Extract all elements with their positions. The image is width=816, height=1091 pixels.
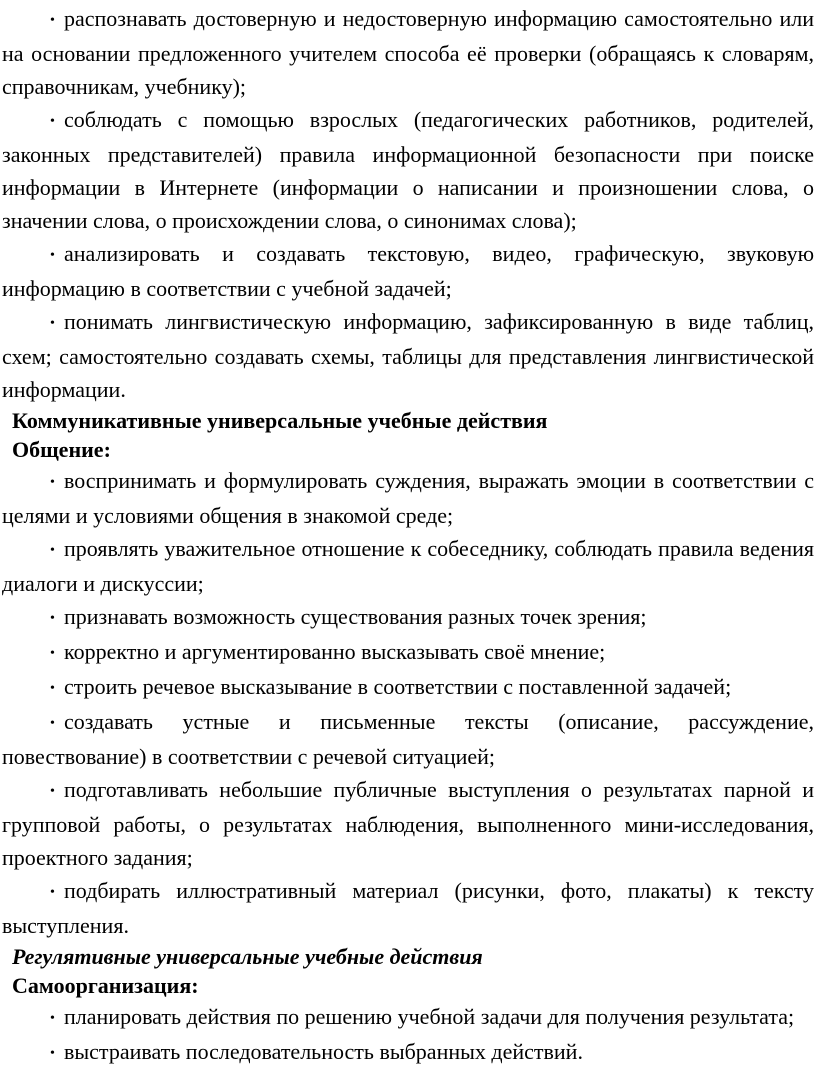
list-item-text: анализировать и создавать текстовую, видео, графическую, звуковую информацию в соответствии с учебной задачей; bbox=[2, 241, 814, 301]
list-item bbox=[2, 237, 814, 305]
list-item-text: распознавать достоверную и недостоверную информацию самостоятельно или на основании предложенного учителем способа её проверки (обращаясь к словарям, справочникам, учебнику); bbox=[2, 6, 814, 99]
list-item bbox=[2, 532, 814, 600]
bullet-icon: • bbox=[50, 248, 55, 263]
list-item-text: воспринимать и формулировать суждения, выражать эмоции в соответствии с целями и условиями общения в знакомой среде; bbox=[2, 468, 814, 528]
bullet-icon: • bbox=[50, 681, 55, 696]
bullet-icon: • bbox=[50, 784, 55, 799]
bullet-icon: • bbox=[50, 114, 55, 129]
bullet-icon: • bbox=[50, 1046, 55, 1061]
list-item-text: строить речевое высказывание в соответствии с поставленной задачей; bbox=[64, 674, 732, 699]
list-item bbox=[2, 705, 814, 773]
list-item bbox=[2, 103, 814, 237]
bullet-icon: • bbox=[50, 1011, 55, 1026]
list-item-text: подготавливать небольшие публичные выступления о результатах парной и групповой работы, о результатах наблюдения, выполненного мини-исследования, проектного задания; bbox=[2, 777, 814, 870]
document-page bbox=[0, 2, 816, 1091]
list-item bbox=[2, 874, 814, 942]
list-item bbox=[2, 635, 814, 670]
list-item bbox=[2, 305, 814, 406]
bullet-icon: • bbox=[50, 316, 55, 331]
bullet-icon: • bbox=[50, 611, 55, 626]
list-item-text: подбирать иллюстративный материал (рисунки, фото, плакаты) к тексту выступления. bbox=[2, 878, 814, 938]
bullet-icon: • bbox=[50, 475, 55, 490]
list-item bbox=[2, 600, 814, 635]
list-item-text: планировать действия по решению учебной задачи для получения результата; bbox=[64, 1004, 795, 1029]
list-item bbox=[2, 1000, 814, 1035]
section-heading-communicative: Коммуникативные универсальные учебные действия bbox=[12, 408, 548, 433]
bullet-icon: • bbox=[50, 543, 55, 558]
list-item-text: соблюдать с помощью взрослых (педагогических работников, родителей, законных представителей) правила информационной безопасности при поиске информации в Интернете (информации о написании и произношении слова, о значении слова, о происхождении слова, о синонимах слова); bbox=[2, 107, 814, 233]
subsection-heading-communication: Общение: bbox=[12, 437, 111, 462]
list-item bbox=[2, 773, 814, 874]
list-item-text: проявлять уважительное отношение к собеседнику, соблюдать правила ведения диалоги и дискуссии; bbox=[2, 536, 814, 596]
subsection-heading-self-organization: Самоорганизация: bbox=[12, 973, 199, 998]
bullet-icon: • bbox=[50, 716, 55, 731]
list-item bbox=[2, 670, 814, 705]
list-item bbox=[2, 464, 814, 532]
list-item-text: понимать лингвистическую информацию, зафиксированную в виде таблиц, схем; самостоятельно создавать схемы, таблицы для представления лингвистической информации. bbox=[2, 309, 814, 402]
list-item-text: выстраивать последовательность выбранных действий. bbox=[64, 1039, 583, 1064]
list-item-text: создавать устные и письменные тексты (описание, рассуждение, повествование) в соответствии с речевой ситуацией; bbox=[2, 709, 814, 769]
bullet-icon: • bbox=[50, 885, 55, 900]
bullet-icon: • bbox=[50, 646, 55, 661]
list-item bbox=[2, 2, 814, 103]
bullet-icon: • bbox=[50, 13, 55, 28]
list-item-text: признавать возможность существования разных точек зрения; bbox=[64, 604, 647, 629]
list-item bbox=[2, 1035, 814, 1070]
list-item-text: корректно и аргументированно высказывать своё мнение; bbox=[64, 639, 606, 664]
section-heading-regulatory: Регулятивные универсальные учебные действия bbox=[12, 944, 483, 969]
